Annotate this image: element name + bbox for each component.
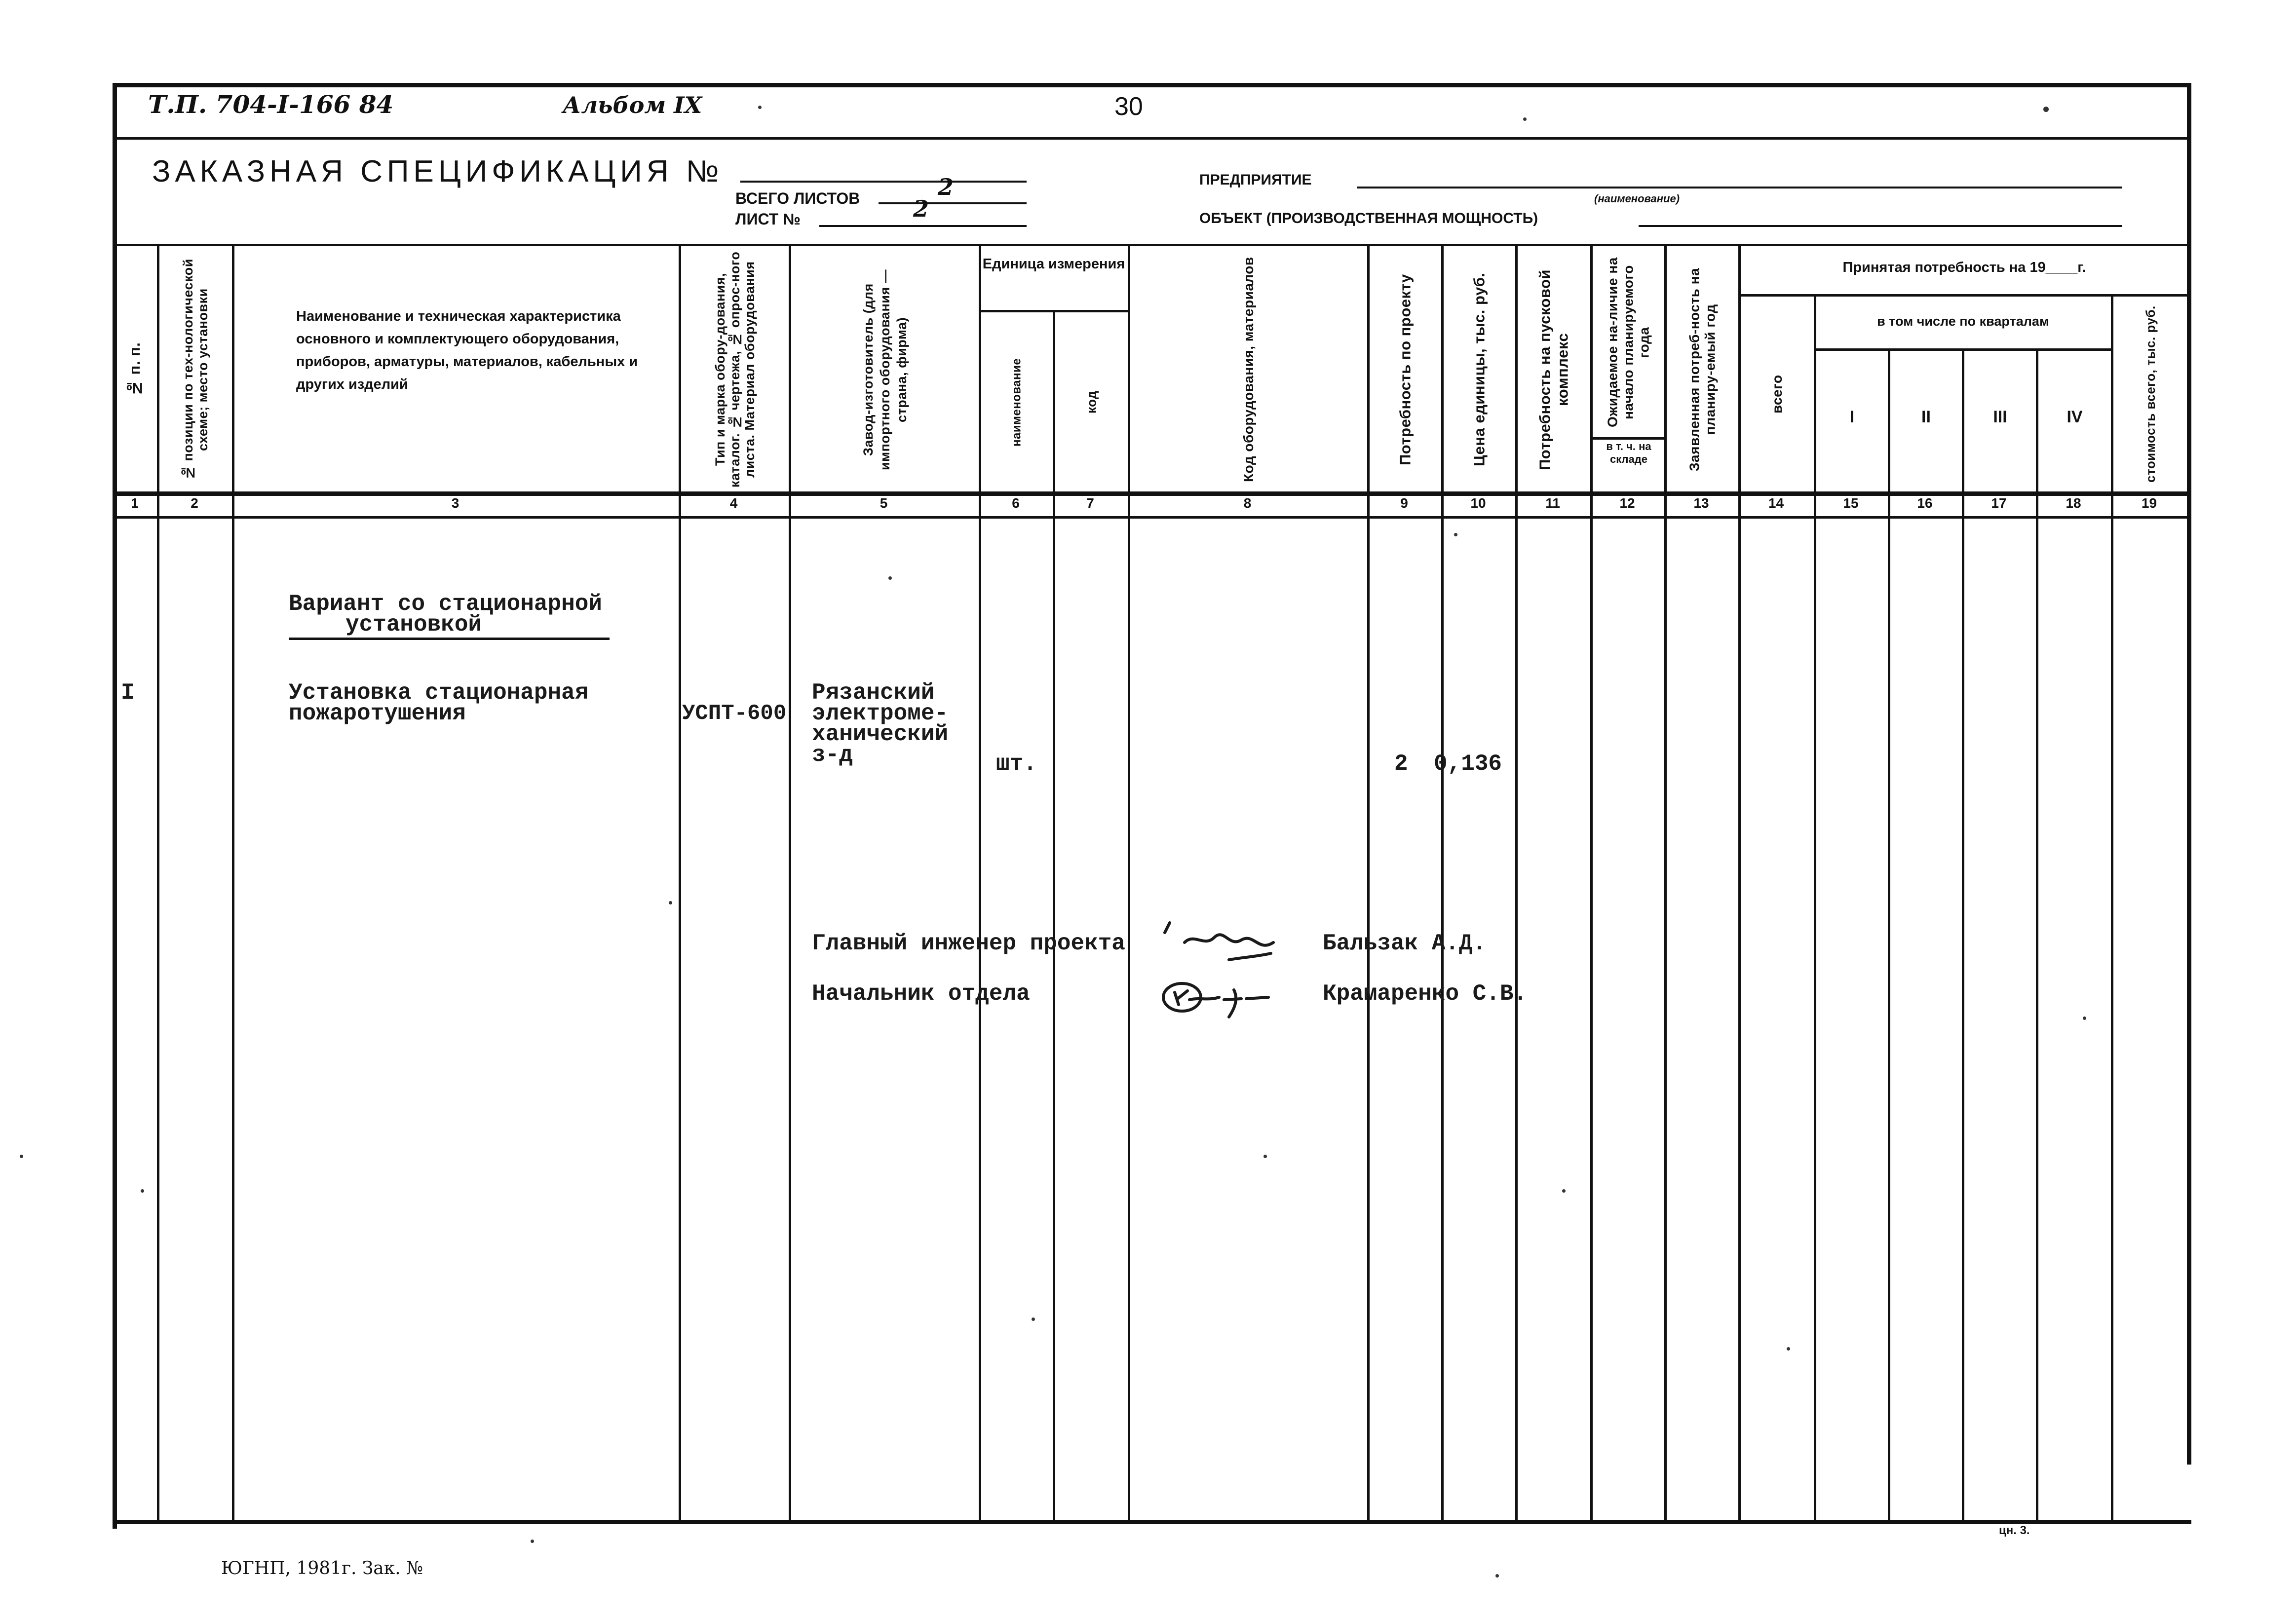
chief-engineer-signature	[1155, 918, 1303, 972]
col-number: 16	[1917, 495, 1933, 511]
col-number: 7	[1086, 495, 1094, 511]
title-rule	[113, 244, 2191, 246]
col-header-1: № п. п.	[126, 342, 143, 397]
col-sep	[2036, 348, 2038, 1522]
scan-speck	[888, 576, 892, 580]
c12-sub-rule	[1590, 437, 1664, 440]
scan-speck	[1495, 1574, 1499, 1578]
chief-engineer-name: Бальзак А.Д.	[1323, 931, 1487, 956]
row-number: I	[121, 680, 135, 706]
col-header-3: Наименование и техническая характеристика основного и комплектующего оборудования, приборов, арматуры, материалов, кабельных и других изделий	[296, 308, 638, 392]
enterprise-blank	[1357, 187, 2122, 188]
col-number: 13	[1693, 495, 1709, 511]
col-header-10: Цена единицы, тыс. руб.	[1470, 272, 1488, 467]
maker-line3: ханический	[812, 721, 949, 747]
col-header-q3: III	[1993, 408, 2007, 426]
scan-speck	[669, 901, 672, 904]
total-sheets-value: 2	[938, 174, 954, 200]
col-header-9: Потребность по проекту	[1396, 274, 1414, 465]
col-sep	[1962, 348, 1964, 1522]
accepted-group-header: Принятая потребность на 19____г.	[1842, 260, 2086, 275]
scan-speck	[1562, 1189, 1566, 1193]
col-number: 3	[451, 495, 459, 511]
col-number: 11	[1545, 495, 1560, 511]
col-number: 4	[729, 495, 738, 511]
maker-line2: электроме-	[812, 701, 949, 726]
dept-head-signature	[1155, 970, 1303, 1024]
col-sep	[232, 244, 234, 1522]
spec-number-blank	[740, 181, 1027, 183]
scan-speck	[758, 106, 762, 109]
enterprise-label: ПРЕДПРИЯТИЕ	[1199, 172, 1312, 188]
col-header-12-sub: в т. ч. на складе	[1606, 440, 1651, 465]
object-blank	[1639, 225, 2122, 227]
unit-group-rule	[979, 310, 1128, 312]
col-header-11: Потребность на пусковой комплекс	[1536, 269, 1571, 470]
col-sep	[1053, 310, 1055, 1522]
col-sep	[1888, 348, 1890, 1522]
accepted-group-rule	[1738, 294, 2188, 297]
col-header-q2: II	[1921, 408, 1931, 426]
album-label: Альбом IX	[563, 92, 702, 118]
item-name-line1: Установка стационарная	[289, 680, 589, 706]
col-header-8: Код оборудования, материалов	[1241, 257, 1256, 483]
scan-speck	[1787, 1347, 1790, 1351]
name-caption: (наименование)	[1594, 192, 1680, 205]
doc-code: Т.П. 704-I-166 84	[148, 90, 394, 119]
col-header-q4: IV	[2066, 408, 2083, 426]
col-header-19: стоимость всего, тыс. руб.	[2143, 305, 2158, 483]
col-header-5: Завод-изготовитель (для импортного оборудования —страна, фирма)	[861, 269, 909, 470]
variant-underline	[289, 638, 610, 640]
col-number: 18	[2066, 495, 2081, 511]
scan-speck	[1263, 1155, 1267, 1158]
header-rule	[113, 137, 2191, 140]
scan-speck	[531, 1540, 534, 1543]
object-label: ОБЪЕКТ (ПРОИЗВОДСТВЕННАЯ МОЩНОСТЬ)	[1199, 210, 1538, 226]
variant-heading-line2: установкой	[345, 612, 482, 638]
scan-speck	[20, 1155, 23, 1158]
col-number: 2	[191, 495, 198, 511]
total-sheets-blank	[879, 202, 1027, 204]
dept-head-name: Крамаренко С.В.	[1323, 981, 1528, 1007]
page-title: ЗАКАЗНАЯ СПЕЦИФИКАЦИЯ №	[152, 154, 724, 188]
unit-name: шт.	[996, 751, 1037, 777]
col-number: 17	[1991, 495, 2007, 511]
col-number: 9	[1400, 495, 1408, 511]
item-name-line2: пожаротушения	[289, 701, 466, 726]
maker-line1: Рязанский	[812, 680, 935, 706]
col-sep	[1814, 294, 1816, 1522]
col-header-2: № позиции по тех-нологической схеме; место установки	[181, 259, 210, 481]
total-sheets-label: ВСЕГО ЛИСТОВ	[735, 189, 860, 207]
sheet-label: ЛИСТ №	[735, 210, 801, 228]
col-number: 19	[2141, 495, 2157, 511]
col-number: 5	[880, 495, 888, 511]
col-header-13: Заявленная потреб-ность на планиру-емый год	[1686, 267, 1718, 472]
col-number: 10	[1470, 495, 1486, 511]
quarters-group-rule	[1814, 348, 2111, 351]
quarters-group-header: в том числе по кварталам	[1877, 314, 2049, 329]
col-number: 8	[1243, 495, 1252, 511]
col-number: 12	[1619, 495, 1635, 511]
col-number: 1	[131, 495, 139, 511]
frame-top	[113, 83, 2191, 87]
scan-speck	[1454, 533, 1457, 536]
sheet-blank	[819, 225, 1027, 227]
scan-speck	[141, 1189, 144, 1193]
publisher-imprint: ЮГНП, 1981г. Зак. №	[221, 1558, 423, 1579]
unit-price: 0,136	[1434, 751, 1502, 777]
col-number: 15	[1843, 495, 1859, 511]
corner-mark: цн. 3.	[1999, 1524, 2030, 1537]
chief-engineer-title: Главный инженер проекта	[812, 931, 1125, 956]
col-header-12: Ожидаемое на-личие на начало планируемого года	[1605, 257, 1652, 428]
frame-right	[2187, 83, 2191, 1465]
scan-speck	[1032, 1317, 1035, 1321]
col-header-q1: I	[1849, 408, 1855, 426]
col-number: 14	[1768, 495, 1784, 511]
scan-speck	[2083, 1016, 2086, 1020]
dept-head-title: Начальник отдела	[812, 981, 1030, 1007]
col-header-7: код	[1084, 390, 1099, 414]
scan-speck	[2043, 107, 2049, 112]
sheet-value: 2	[913, 195, 929, 222]
col-header-4: Тип и марка обору-дования, каталог. № чертежа, № опрос-ного листа. Материал оборудования	[713, 251, 757, 488]
unit-group-header: Единица измерения	[982, 256, 1125, 272]
variant-heading-line1: Вариант со стационарной	[289, 591, 602, 617]
col-number: 6	[1012, 495, 1020, 511]
quantity: 2	[1394, 751, 1408, 777]
column-number-rule	[113, 516, 2191, 519]
scan-speck	[1523, 117, 1527, 121]
maker-line4: з-д	[812, 742, 853, 768]
col-header-14: всего	[1769, 375, 1785, 414]
equipment-type: УСПТ-600	[682, 701, 787, 726]
col-header-6: наименование	[1010, 358, 1024, 447]
page-number: 30	[1114, 92, 1143, 121]
frame-bottom	[113, 1520, 2191, 1524]
